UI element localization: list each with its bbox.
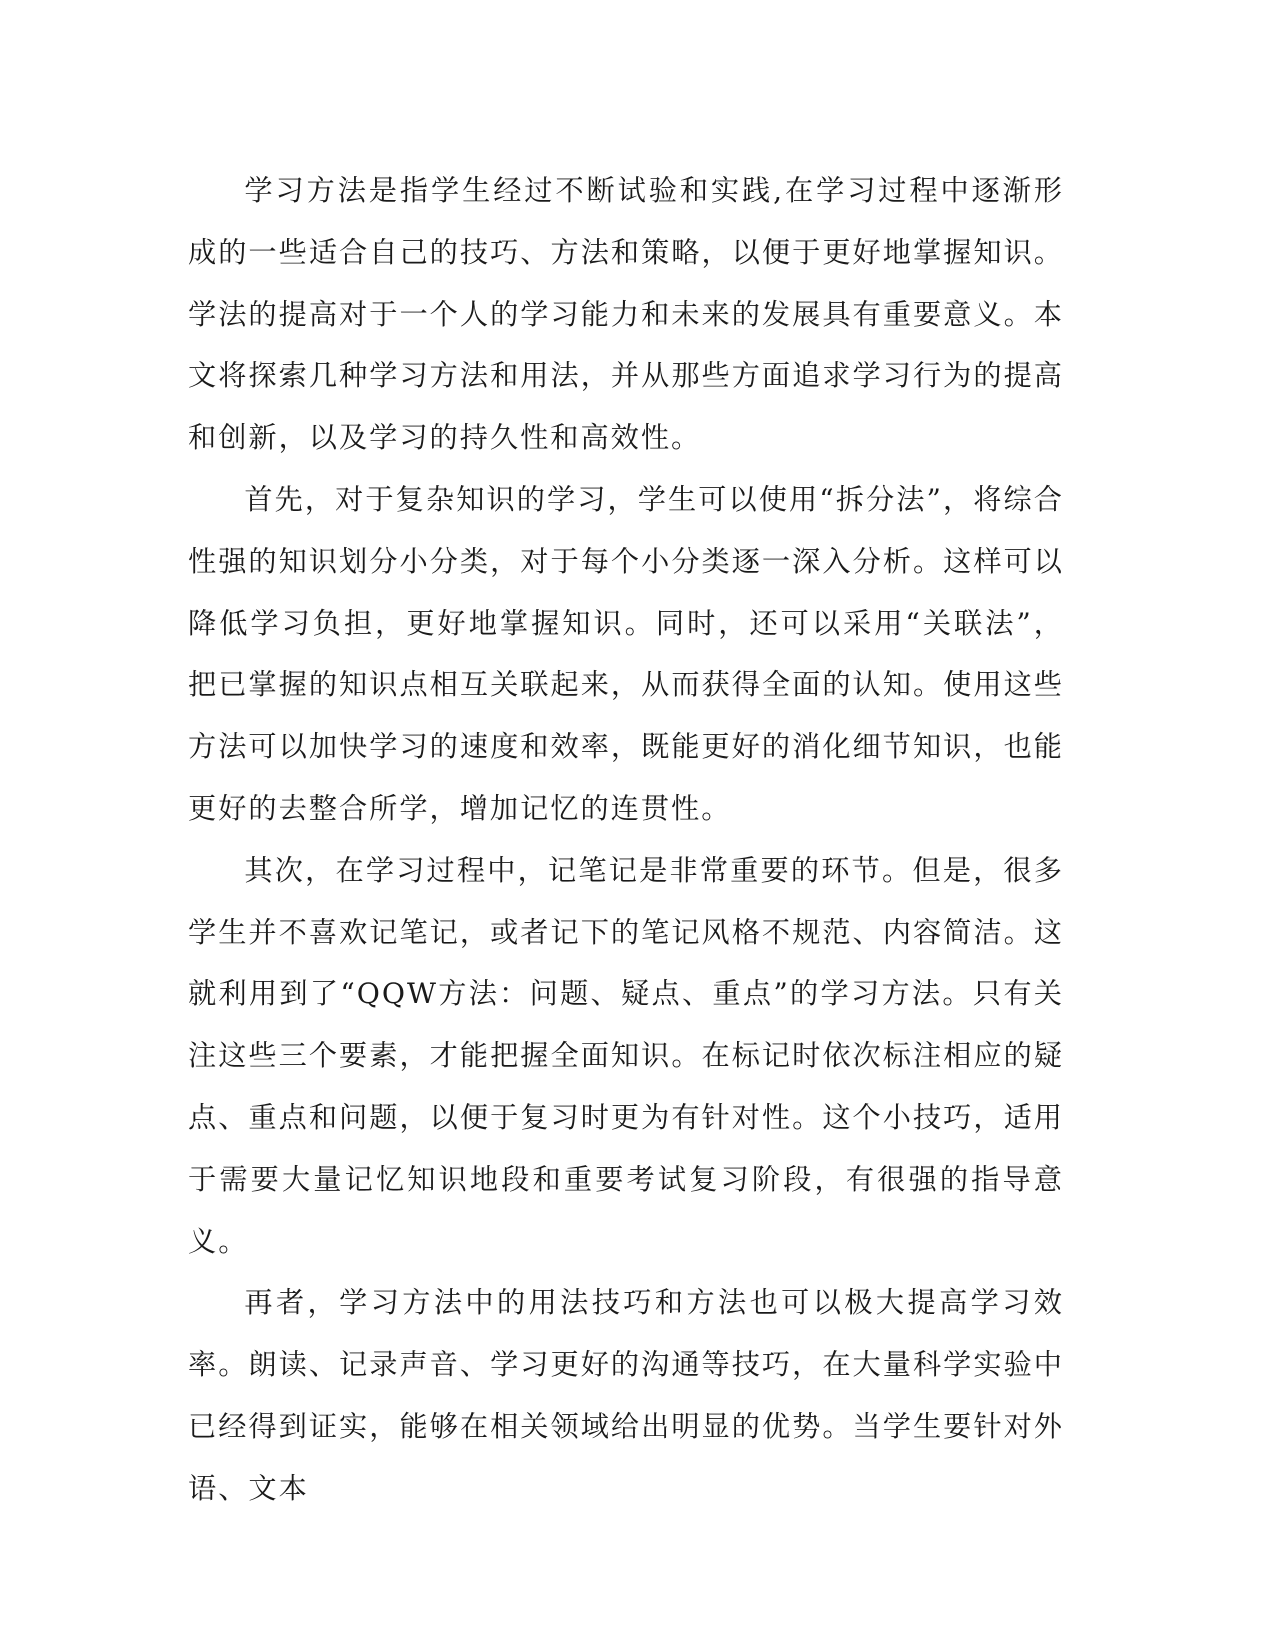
paragraph-intro: 学习方法是指学生经过不断试验和实践,在学习过程中逐渐形成的一些适合自己的技巧、方法和策略，以便于更好地掌握知识。学法的提高对于一个人的学习能力和未来的发展具有重要意义。本文将探索几种学习方法和用法，并从那些方面追求学习行为的提高和创新，以及学习的持久性和高效性。 bbox=[188, 174, 1064, 455]
paragraph-usage-techniques: 再者，学习方法中的用法技巧和方法也可以极大提高学习效率。朗读、记录声音、学习更好的沟通等技巧，在大量科学实验中已经得到证实，能够在相关领域给出明显的优势。当学生要针对外语、文本 bbox=[188, 1286, 1064, 1505]
paragraph-split-method: 首先，对于复杂知识的学习，学生可以使用“拆分法”，将综合性强的知识划分小分类，对于每个小分类逐一深入分析。这样可以降低学习负担，更好地掌握知识。同时，还可以采用“关联法”，把已掌握的知识点相互关联起来，从而获得全面的认知。使用这些方法可以加快学习的速度和效率，既能更好的消化细节知识，也能更好的去整合所学，增加记忆的连贯性。 bbox=[188, 482, 1064, 825]
document-body bbox=[188, 160, 1064, 1520]
paragraph-note-taking: 其次，在学习过程中，记笔记是非常重要的环节。但是，很多学生并不喜欢记笔记，或者记下的笔记风格不规范、内容简洁。这就利用到了“QQW方法：问题、疑点、重点”的学习方法。只有关注这些三个要素，才能把握全面知识。在标记时依次标注相应的疑点、重点和问题，以便于复习时更为有针对性。这个小技巧，适用于需要大量记忆知识地段和重要考试复习阶段，有很强的指导意义。 bbox=[188, 853, 1064, 1258]
